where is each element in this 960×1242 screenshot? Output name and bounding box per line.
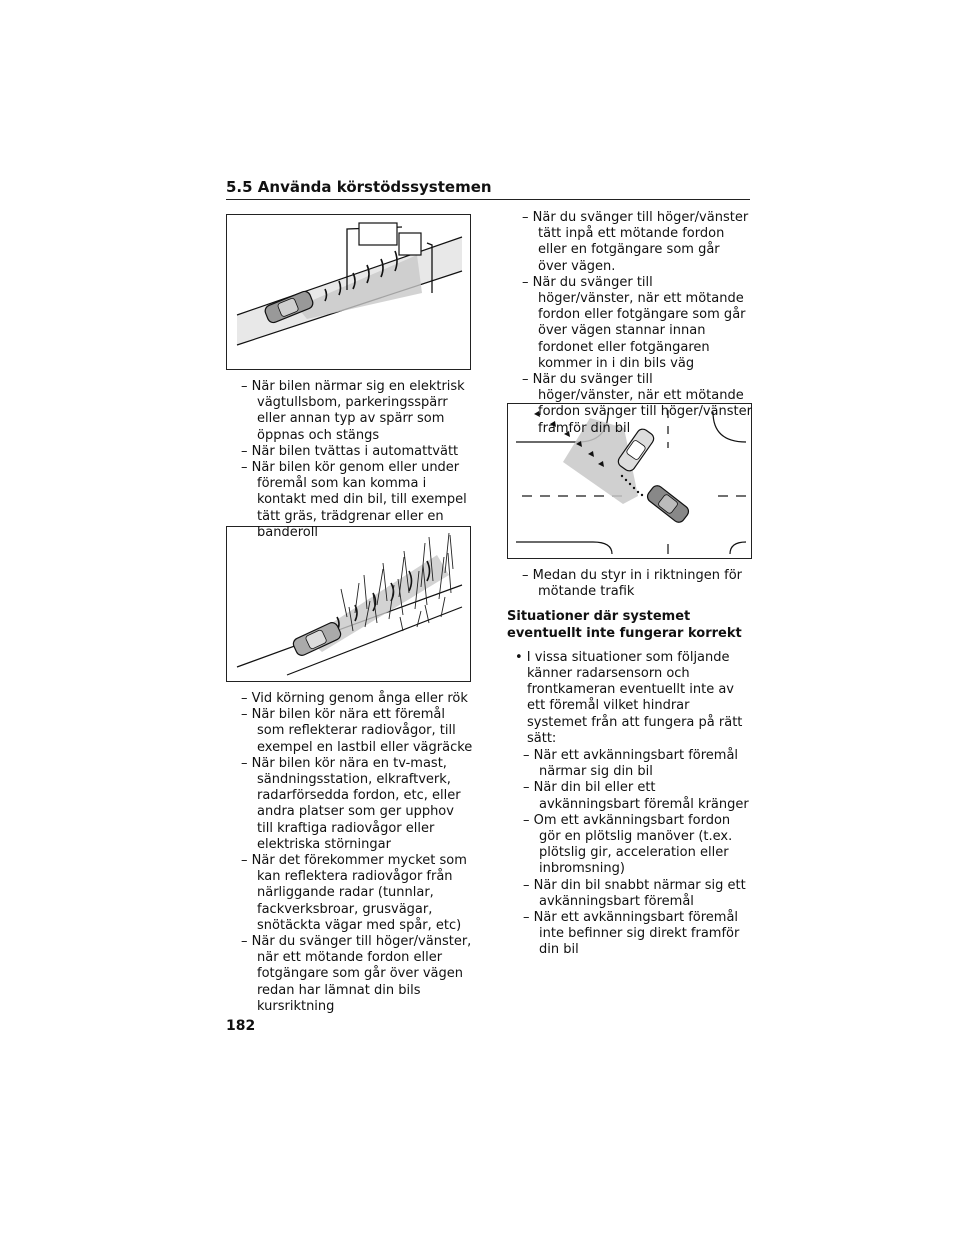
list-item: – När bilen kör nära en tv-mast, sändningsstation, elkraftverk, radarförsedda fordon, etc, eller andra platser som ger upphov till kraftiga radiovågor eller elektriska störningar	[241, 755, 461, 852]
toll-gate-illustration	[226, 214, 471, 370]
sub-list-item: – När din bil eller ett avkänningsbart föremål kränger	[523, 780, 749, 812]
left-list-2	[241, 691, 473, 1015]
list-item: – Medan du styr in i riktningen för mötande trafik	[522, 568, 742, 600]
list-item: – När du svänger till höger/vänster, när ett mötande fordon eller fotgängare som går över vägen stannar innan fordonet eller fotgängaren kommer in i din bils väg	[522, 274, 746, 371]
page-number: 182	[226, 1018, 256, 1034]
right-list-1	[522, 210, 752, 437]
list-item: – När bilen närmar sig en elektrisk vägtullsbom, parkeringsspärr eller annan typ av spärr som öppnas och stängs	[241, 379, 465, 443]
list-item: – När du svänger till höger/vänster tätt inpå ett mötande fordon eller en fotgängare som går över vägen.	[522, 210, 749, 274]
list-item: – Vid körning genom ånga eller rök	[241, 691, 468, 706]
list-item: – När du svänger till höger/vänster, när ett mötande fordon svänger till höger/vänster framför din bil	[522, 372, 752, 436]
sub-list-item: – När din bil snabbt närmar sig ett avkänningsbart föremål	[523, 877, 746, 909]
header-rule	[226, 199, 750, 200]
list-item: – När bilen kör nära ett föremål som reflekterar radiovågor, till exempel en lastbil eller vägräcke	[241, 707, 473, 755]
subheading: Situationer där systemet eventuellt inte fungerar korrekt	[507, 609, 742, 641]
sub-list-item: – Om ett avkänningsbart fordon gör en plötslig manöver (t.ex. plötslig gir, acceleration eller inbromsning)	[523, 812, 733, 877]
tall-grass-illustration	[226, 526, 471, 682]
section-title: 5.5 Använda körstödssystemen	[226, 178, 492, 196]
sub-list-item: – När ett avkänningsbart föremål inte befinner sig direkt framför din bil	[523, 910, 740, 958]
bullet-item: • I vissa situationer som följande känner radarsensorn och frontkameran eventuellt inte av ett föremål vilket hindrar systemet från att fungera på rätt sätt:	[515, 649, 743, 746]
sub-list-item: – När ett avkänningsbart föremål närmar sig din bil	[523, 748, 739, 780]
list-item: – När bilen kör genom eller under föremål som kan komma i kontakt med din bil, till exempel tätt gräs, trädgrenar eller en banderoll	[241, 460, 467, 540]
list-item: – När bilen tvättas i automattvätt	[241, 443, 459, 459]
right-list-2	[507, 568, 752, 959]
list-item: – När det förekommer mycket som kan reflektera radiovågor från närliggande radar (tunnlar, fackverksbroar, grusvägar, snötäckta vägar med spår, etc)	[241, 853, 467, 933]
left-list-1	[241, 379, 473, 541]
list-item: – När du svänger till höger/vänster, när ett mötande fordon eller fotgängare som går över vägen redan har lämnat din bils kursriktning	[241, 934, 472, 1014]
